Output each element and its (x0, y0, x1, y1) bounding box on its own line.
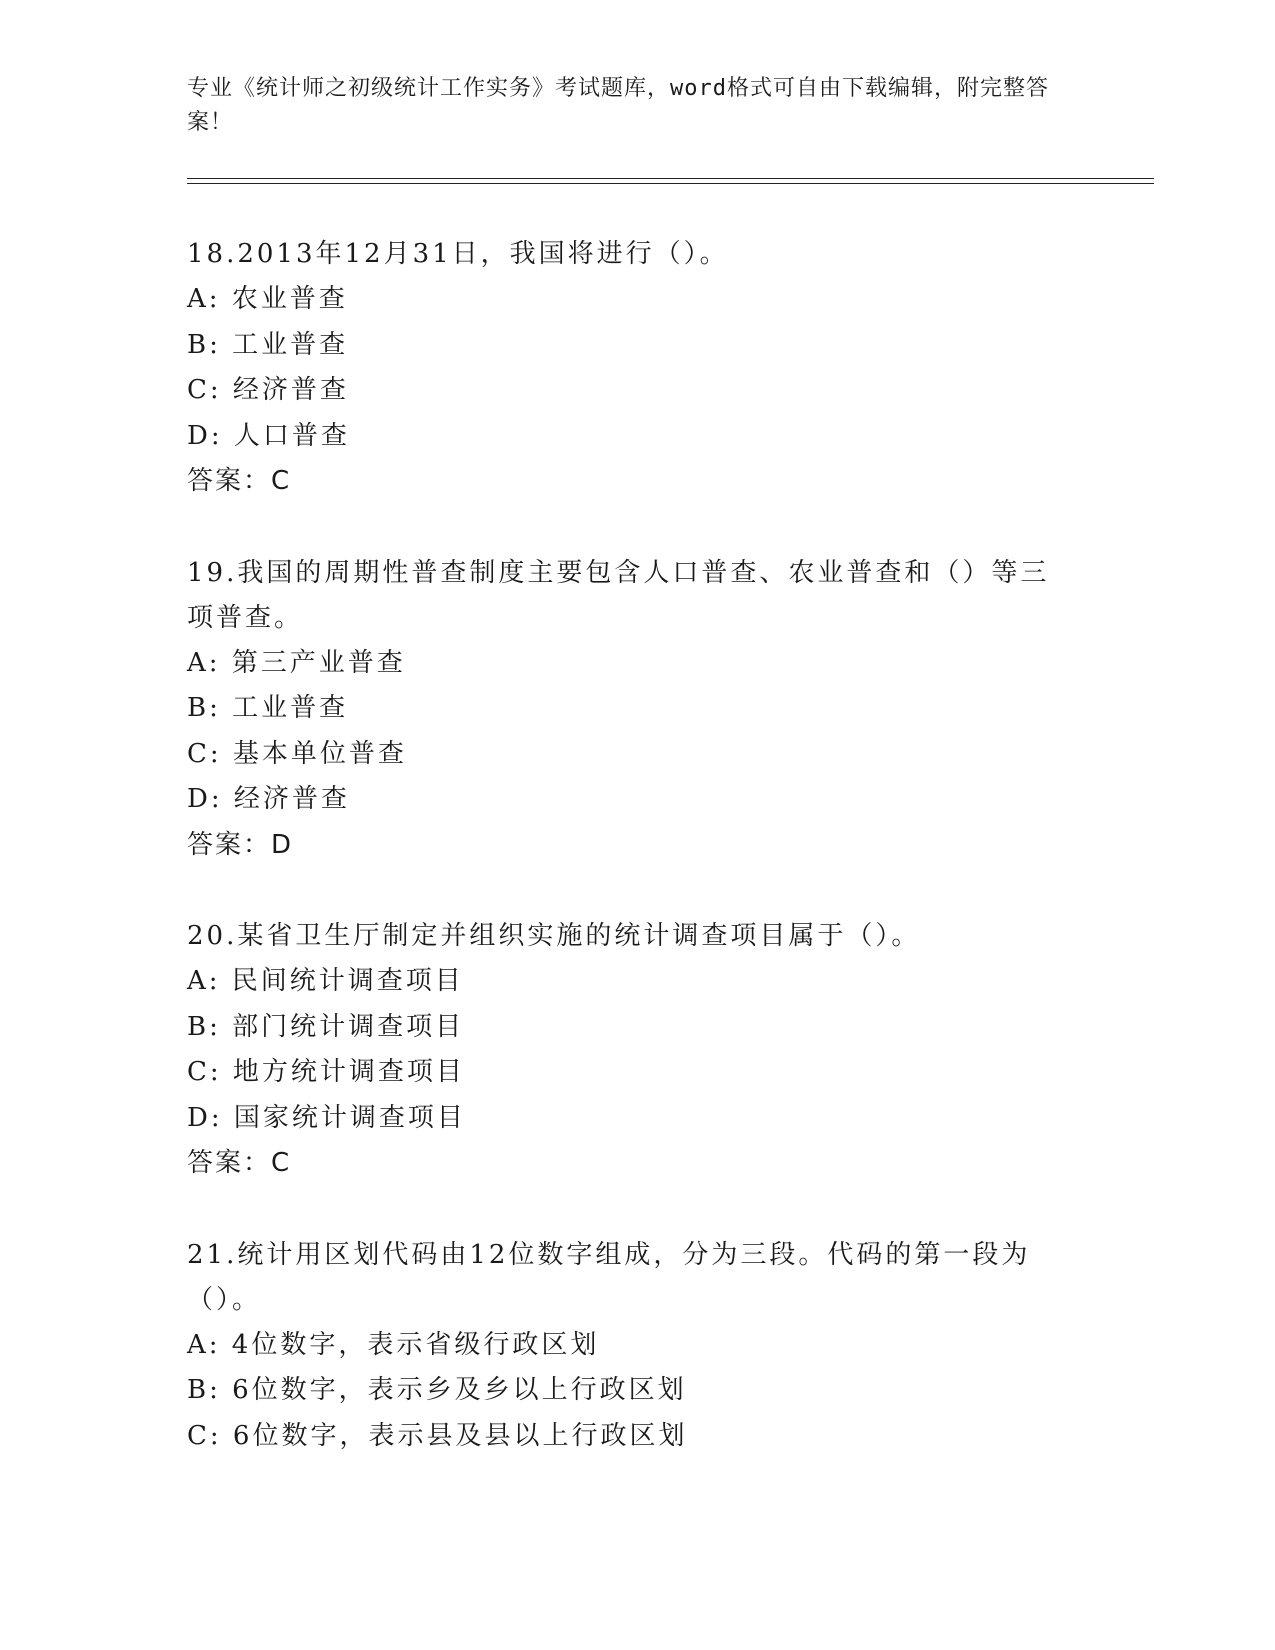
option-c: C: 经济普查 (187, 375, 349, 405)
option-a: A: 4位数字，表示省级行政区划 (187, 1329, 600, 1360)
option-b: B: 6位数字，表示乡及乡以上行政区划 (187, 1375, 687, 1405)
option-a: A: 农业普查 (187, 284, 348, 314)
option-d: D: 国家统计调查项目 (187, 1102, 466, 1133)
answer-line: 答案：C (187, 1148, 292, 1178)
answer-line: 答案：C (187, 466, 292, 496)
question-18 (187, 232, 1067, 505)
option-d: D: 经济普查 (187, 784, 350, 814)
question-text: 18.2013年12月31日，我国将进行（）。 (187, 239, 729, 269)
option-b: B: 部门统计调查项目 (187, 1011, 465, 1042)
option-c: C: 基本单位普查 (187, 738, 407, 769)
question-text: 21.统计用区划代码由12位数字组成，分为三段。代码的第一段为（）。 (187, 1239, 1031, 1315)
option-b: B: 工业普查 (187, 693, 349, 723)
question-20 (187, 914, 1067, 1187)
option-b: B: 工业普查 (187, 329, 349, 360)
question-19 (187, 551, 1067, 869)
option-d: D: 人口普查 (187, 420, 350, 451)
document-header: 专业《统计师之初级统计工作实务》考试题库，word格式可自由下载编辑，附完整答案！ (187, 76, 1049, 135)
question-text: 19.我国的周期性普查制度主要包含人口普查、农业普查和（）等三项普查。 (187, 557, 1050, 633)
question-21 (187, 1233, 1067, 1460)
option-c: C: 6位数字，表示县及县以上行政区划 (187, 1420, 688, 1451)
option-c: C: 地方统计调查项目 (187, 1057, 465, 1087)
question-list (187, 232, 1067, 1505)
option-a: A: 第三产业普查 (187, 647, 406, 678)
header-rule-top (187, 178, 1154, 179)
option-a: A: 民间统计调查项目 (187, 966, 464, 996)
header-rule-bottom (187, 183, 1154, 184)
question-text: 20.某省卫生厅制定并组织实施的统计调查项目属于（）。 (187, 921, 921, 951)
answer-line: 答案：D (187, 829, 294, 860)
